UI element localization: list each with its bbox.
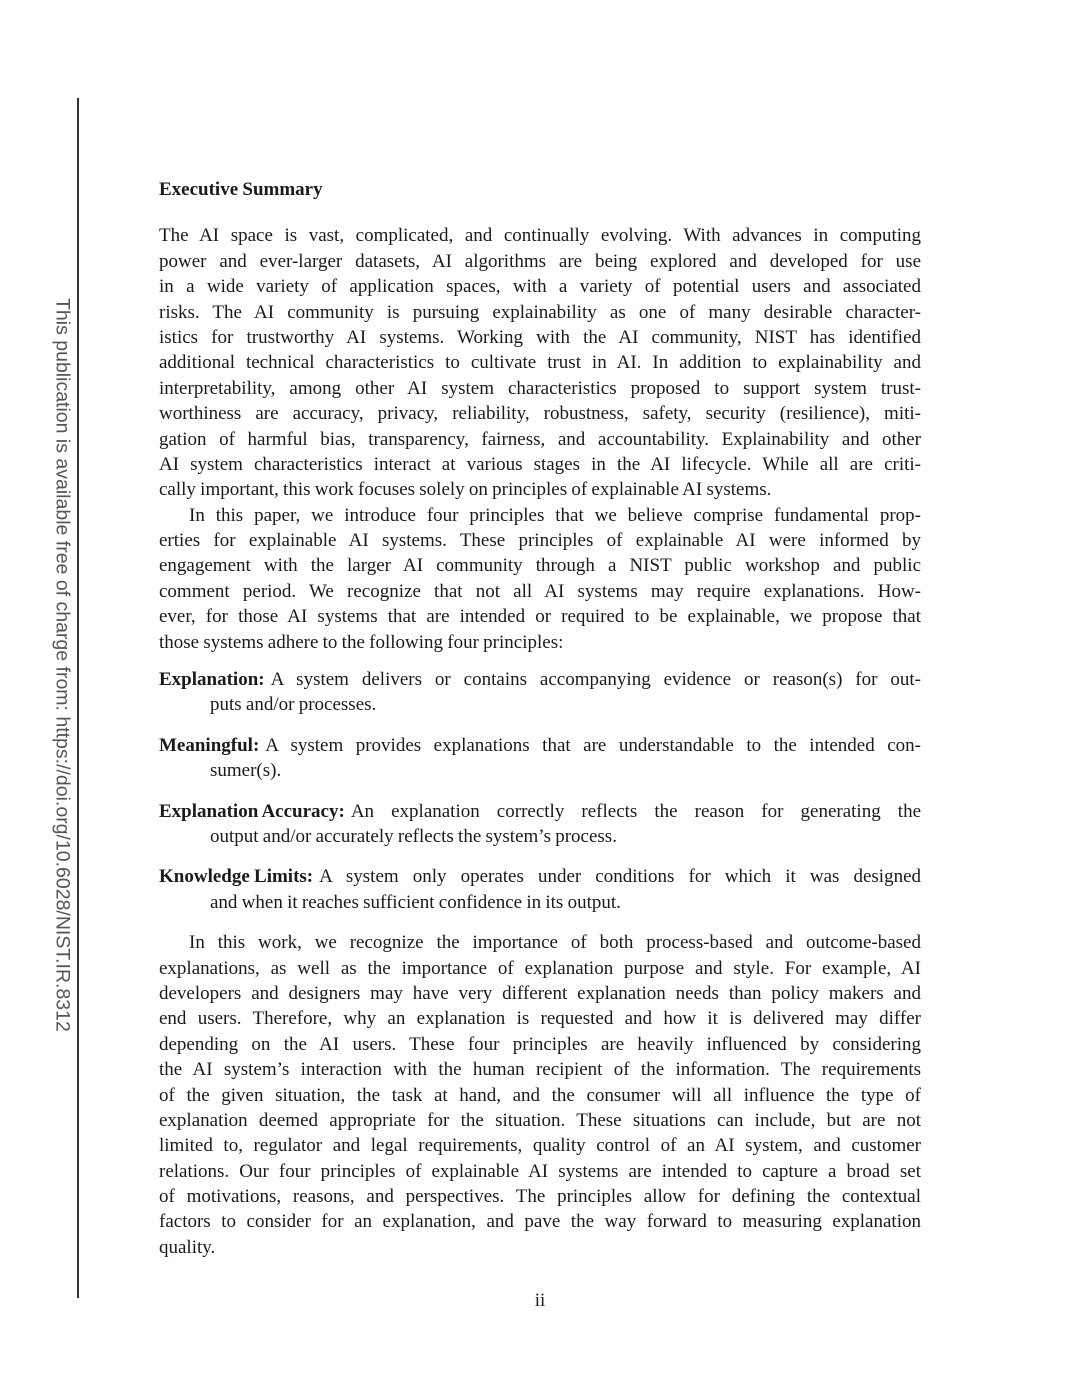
principle-text: An explanation correctly reflects the reason for generating the xyxy=(350,800,921,822)
text-line: in a wide variety of application spaces, with a variety of potential users and associated xyxy=(159,276,921,298)
text-line: AI system characteristics interact at various stages in the AI lifecycle. While all are criti- xyxy=(159,453,921,475)
text-line: end users. Therefore, why an explanation is requested and how it is delivered may differ xyxy=(159,1008,921,1030)
principle-text: A system only operates under conditions for which it was designed xyxy=(319,866,921,888)
text-line: In this paper, we introduce four principles that we believe comprise fundamental prop- xyxy=(189,504,921,526)
doi-sidenote: This publication is available free of charge from: https://doi.org/10.6028/NIST.IR.8312 xyxy=(51,298,74,1032)
text-line: erties for explainable AI systems. These principles of explainable AI were informed by xyxy=(159,530,921,552)
text-line: comment period. We recognize that not all AI systems may require explanations. How- xyxy=(159,580,921,602)
text-line: istics for trustworthy AI systems. Working with the AI community, NIST has identified xyxy=(159,326,921,348)
text-line: engagement with the larger AI community through a NIST public workshop and public xyxy=(159,555,921,577)
text-line: developers and designers may have very different explanation needs than policy makers and xyxy=(159,982,921,1004)
text-line: power and ever-larger datasets, AI algorithms are being explored and developed for use xyxy=(159,250,921,272)
principle-term: Meaningful: xyxy=(159,734,260,756)
text-line: depending on the AI users. These four principles are heavily influenced by considering xyxy=(159,1033,921,1055)
text-line: ever, for those AI systems that are intended or required to be explainable, we propose that xyxy=(159,606,921,628)
principle-item xyxy=(159,799,921,850)
principle-term: Explanation: xyxy=(159,669,265,691)
margin-rule xyxy=(77,98,79,1298)
principle-text: puts and/or processes. xyxy=(210,694,377,716)
principle-first-line xyxy=(159,864,921,889)
text-line: of the given situation, the task at hand, and the consumer will all influence the type of xyxy=(159,1084,921,1106)
page-number: ii xyxy=(534,1290,546,1311)
text-line: worthiness are accuracy, privacy, reliability, robustness, safety, security (resilience), miti- xyxy=(159,403,921,425)
principle-text: A system provides explanations that are understandable to the intended con- xyxy=(265,734,921,756)
principle-first-line xyxy=(159,667,921,692)
text-line: limited to, regulator and legal requirements, quality control of an AI system, and customer xyxy=(159,1135,921,1157)
section-title: Executive Summary xyxy=(159,179,323,200)
paragraph-3 xyxy=(159,930,921,1260)
text-line: relations. Our four principles of explainable AI systems are intended to capture a broad set xyxy=(159,1160,921,1182)
text-line: explanation deemed appropriate for the situation. These situations can include, but are not xyxy=(159,1109,921,1131)
principle-text: output and/or accurately reflects the system’s process. xyxy=(210,826,617,847)
text-line: additional technical characteristics to cultivate trust in AI. In addition to explainability and xyxy=(159,352,921,374)
paragraph-1 xyxy=(159,223,921,502)
principle-text: A system delivers or contains accompanying evidence or reason(s) for out- xyxy=(270,669,921,691)
principle-term: Explanation Accuracy: xyxy=(159,800,345,822)
paragraph-2 xyxy=(159,503,921,655)
principle-item xyxy=(159,733,921,784)
text-line: gation of harmful bias, transparency, fairness, and accountability. Explainability and other xyxy=(159,428,921,450)
principle-first-line xyxy=(159,733,921,758)
text-line: of motivations, reasons, and perspectives. The principles allow for defining the contextual xyxy=(159,1186,921,1208)
text-line: factors to consider for an explanation, and pave the way forward to measuring explanation xyxy=(159,1211,921,1233)
text-line: In this work, we recognize the importance of both process-based and outcome-based xyxy=(189,932,921,954)
principle-item xyxy=(159,864,921,915)
principle-text: sumer(s). xyxy=(210,760,282,782)
principle-first-line xyxy=(159,799,921,824)
text-line: interpretability, among other AI system characteristics proposed to support system trust- xyxy=(159,377,921,399)
text-line: explanations, as well as the importance of explanation purpose and style. For example, AI xyxy=(159,957,921,979)
principles-list xyxy=(159,667,921,915)
principle-text: and when it reaches sufficient confidence in its output. xyxy=(210,891,621,913)
principle-item xyxy=(159,667,921,718)
text-line: The AI space is vast, complicated, and continually evolving. With advances in computing xyxy=(159,225,921,247)
text-line: cally important, this work focuses solely on principles of explainable AI systems. xyxy=(159,479,772,501)
text-line: the AI system’s interaction with the human recipient of the information. The requirements xyxy=(159,1059,921,1081)
page-content xyxy=(159,177,921,1260)
principle-term: Knowledge Limits: xyxy=(159,866,314,888)
text-line: risks. The AI community is pursuing explainability as one of many desirable character- xyxy=(159,301,921,323)
text-line: quality. xyxy=(159,1236,216,1258)
text-line: those systems adhere to the following four principles: xyxy=(159,631,564,653)
